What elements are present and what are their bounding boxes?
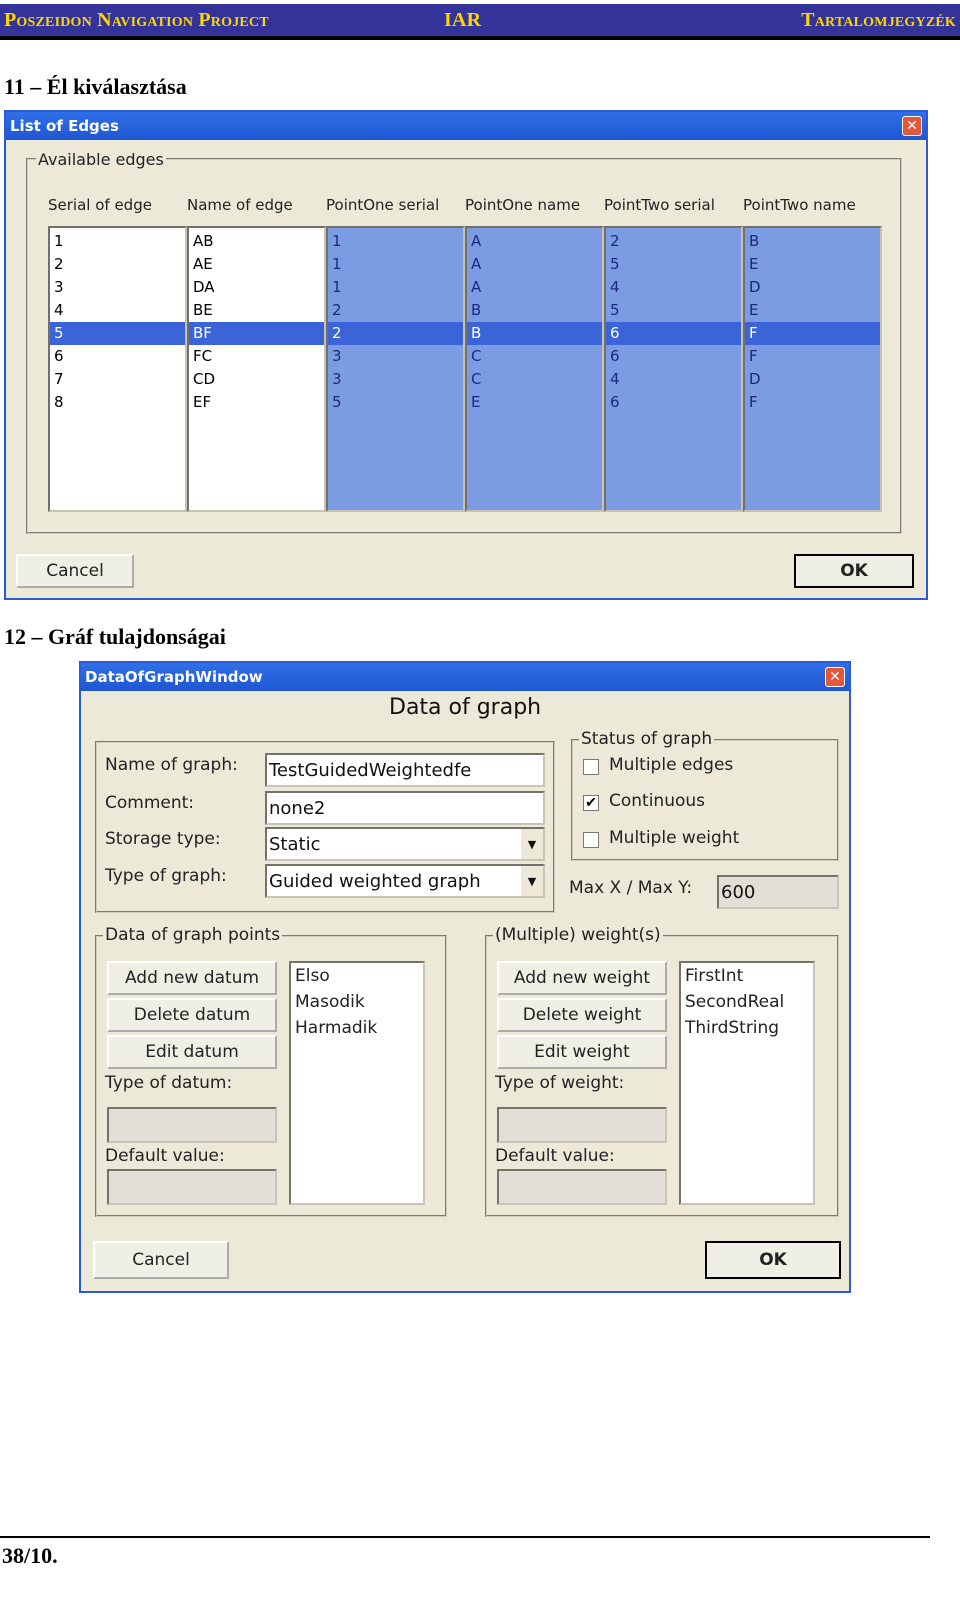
table-column xyxy=(743,226,882,512)
page-header xyxy=(0,4,960,40)
table-cell[interactable]: E xyxy=(471,393,481,411)
type-of-weight-input[interactable] xyxy=(497,1107,667,1143)
header-iar: IAR xyxy=(444,9,482,31)
section-12-title: 12 – Gráf tulajdonságai xyxy=(4,624,226,649)
column-header: PointOne name xyxy=(465,196,581,214)
table-cell[interactable]: F xyxy=(745,322,880,345)
type-of-weight-label: Type of weight: xyxy=(495,1073,625,1093)
list-item[interactable]: ThirdString xyxy=(685,1018,780,1038)
type-label: Type of graph: xyxy=(105,866,227,886)
multiple-edges-checkbox[interactable] xyxy=(583,759,599,775)
table-cell[interactable]: F xyxy=(749,347,758,365)
comment-input[interactable]: none2 xyxy=(265,791,545,825)
multiple-weight-label: Multiple weight xyxy=(609,828,740,848)
table-cell[interactable]: BF xyxy=(189,322,324,345)
table-cell[interactable]: F xyxy=(749,393,758,411)
table-cell[interactable]: D xyxy=(749,278,761,296)
table-cell[interactable]: B xyxy=(749,232,760,250)
table-cell[interactable]: AE xyxy=(193,255,213,273)
table-cell[interactable]: 6 xyxy=(610,347,620,365)
window-title: DataOfGraphWindow xyxy=(85,668,263,686)
status-group-label: Status of graph xyxy=(581,729,713,749)
type-of-datum-label: Type of datum: xyxy=(105,1073,233,1093)
table-cell[interactable]: CD xyxy=(193,370,216,388)
max-xy-input[interactable]: 600 xyxy=(717,875,839,909)
edges-table[interactable] xyxy=(48,226,882,512)
table-cell[interactable]: C xyxy=(471,347,482,365)
ok-button[interactable]: OK xyxy=(794,554,914,588)
close-icon[interactable]: ✕ xyxy=(825,667,845,687)
column-header: PointTwo serial xyxy=(604,196,715,214)
dialog-heading: Data of graph xyxy=(389,695,542,720)
table-column xyxy=(48,226,187,512)
section-11-title: 11 – Él kiválasztása xyxy=(4,74,187,99)
continuous-label: Continuous xyxy=(609,791,706,811)
table-cell[interactable]: EF xyxy=(193,393,212,411)
name-label: Name of graph: xyxy=(105,755,238,775)
column-header: Name of edge xyxy=(187,196,293,214)
table-cell[interactable]: 4 xyxy=(610,278,620,296)
column-header: PointOne serial xyxy=(326,196,440,214)
table-cell[interactable]: 6 xyxy=(610,393,620,411)
ok-button[interactable]: OK xyxy=(705,1241,841,1279)
title-bar xyxy=(81,663,849,691)
table-cell[interactable]: 6 xyxy=(54,347,64,365)
table-cell[interactable]: FC xyxy=(193,347,213,365)
table-cell[interactable]: 1 xyxy=(332,278,342,296)
delete-datum-button[interactable]: Delete datum xyxy=(107,998,277,1032)
table-column xyxy=(187,226,326,512)
chevron-down-icon[interactable]: ▼ xyxy=(519,866,543,896)
add-weight-button[interactable]: Add new weight xyxy=(497,961,667,995)
header-toc: Tartalomjegyzék xyxy=(801,9,956,31)
table-cell[interactable]: 2 xyxy=(328,322,463,345)
datum-default-label: Default value: xyxy=(105,1146,225,1166)
footer-rule xyxy=(0,1536,930,1538)
table-cell[interactable]: 2 xyxy=(54,255,64,273)
table-cell[interactable]: DA xyxy=(193,278,215,296)
table-cell[interactable]: AB xyxy=(193,232,214,250)
edit-datum-button[interactable]: Edit datum xyxy=(107,1035,277,1069)
multiple-edges-label: Multiple edges xyxy=(609,755,734,775)
table-cell[interactable]: C xyxy=(471,370,482,388)
list-item[interactable]: FirstInt xyxy=(685,966,744,986)
table-cell[interactable]: D xyxy=(749,370,761,388)
delete-weight-button[interactable]: Delete weight xyxy=(497,998,667,1032)
table-cell[interactable]: 1 xyxy=(54,232,64,250)
table-cell[interactable]: 5 xyxy=(610,301,620,319)
column-header: Serial of edge xyxy=(48,196,152,214)
edit-weight-button[interactable]: Edit weight xyxy=(497,1035,667,1069)
window-title: List of Edges xyxy=(10,117,119,135)
table-cell[interactable]: E xyxy=(749,255,759,273)
table-cell[interactable]: 5 xyxy=(332,393,342,411)
table-cell[interactable]: B xyxy=(471,301,482,319)
table-column xyxy=(604,226,743,512)
table-cell[interactable]: 3 xyxy=(332,347,342,365)
type-of-datum-input[interactable] xyxy=(107,1107,277,1143)
table-cell[interactable]: 4 xyxy=(610,370,620,388)
table-cell[interactable]: 5 xyxy=(50,322,185,345)
points-list[interactable] xyxy=(289,961,425,1205)
list-of-edges-window xyxy=(4,110,928,600)
cancel-button[interactable]: Cancel xyxy=(93,1241,229,1279)
table-cell[interactable]: E xyxy=(749,301,759,319)
weight-default-label: Default value: xyxy=(495,1146,615,1166)
weights-list[interactable] xyxy=(679,961,815,1205)
graph-name-input[interactable]: TestGuidedWeightedfe xyxy=(265,753,545,787)
comment-label: Comment: xyxy=(105,793,195,813)
multiple-weight-checkbox[interactable] xyxy=(583,832,599,848)
data-of-graph-window xyxy=(79,661,851,1293)
table-cell[interactable]: 6 xyxy=(606,322,741,345)
table-cell[interactable]: A xyxy=(471,255,482,273)
weights-group-label: (Multiple) weight(s) xyxy=(495,925,661,945)
chevron-down-icon[interactable]: ▼ xyxy=(519,829,543,859)
storage-type-select[interactable] xyxy=(265,827,545,861)
table-cell[interactable]: 5 xyxy=(610,255,620,273)
table-cell[interactable]: B xyxy=(467,322,602,345)
points-group-label: Data of graph points xyxy=(105,925,281,945)
close-icon[interactable]: ✕ xyxy=(902,116,922,136)
table-column xyxy=(326,226,465,512)
list-item[interactable]: Elso xyxy=(295,966,330,986)
table-cell[interactable]: A xyxy=(471,232,482,250)
table-column xyxy=(465,226,604,512)
max-label: Max X / Max Y: xyxy=(569,878,693,898)
table-cell[interactable]: 8 xyxy=(54,393,64,411)
table-cell[interactable]: 3 xyxy=(332,370,342,388)
table-cell[interactable]: 1 xyxy=(332,255,342,273)
column-header: PointTwo name xyxy=(743,196,856,214)
list-item[interactable]: Harmadik xyxy=(295,1018,378,1038)
list-item[interactable]: Masodik xyxy=(295,992,365,1012)
list-item[interactable]: SecondReal xyxy=(685,992,785,1012)
graph-type-select[interactable] xyxy=(265,864,545,898)
table-cell[interactable]: 7 xyxy=(54,370,64,388)
table-cell[interactable]: 3 xyxy=(54,278,64,296)
title-bar xyxy=(6,112,926,140)
continuous-checkbox[interactable]: ✔ xyxy=(583,795,599,811)
table-cell[interactable]: 4 xyxy=(54,301,64,319)
table-cell[interactable]: 2 xyxy=(332,301,342,319)
table-cell[interactable]: 1 xyxy=(332,232,342,250)
table-cell[interactable]: BE xyxy=(193,301,213,319)
table-cell[interactable]: 2 xyxy=(610,232,620,250)
weight-default-input[interactable] xyxy=(497,1169,667,1205)
header-project: Poszeidon Navigation Project xyxy=(4,9,269,31)
cancel-button[interactable]: Cancel xyxy=(16,554,134,588)
page-number: 38/10. xyxy=(2,1543,58,1568)
datum-default-input[interactable] xyxy=(107,1169,277,1205)
storage-label: Storage type: xyxy=(105,829,221,849)
table-cell[interactable]: A xyxy=(471,278,482,296)
type-value: Guided weighted graph xyxy=(269,870,481,892)
add-datum-button[interactable]: Add new datum xyxy=(107,961,277,995)
storage-value: Static xyxy=(269,833,321,855)
available-edges-label: Available edges xyxy=(38,150,164,169)
